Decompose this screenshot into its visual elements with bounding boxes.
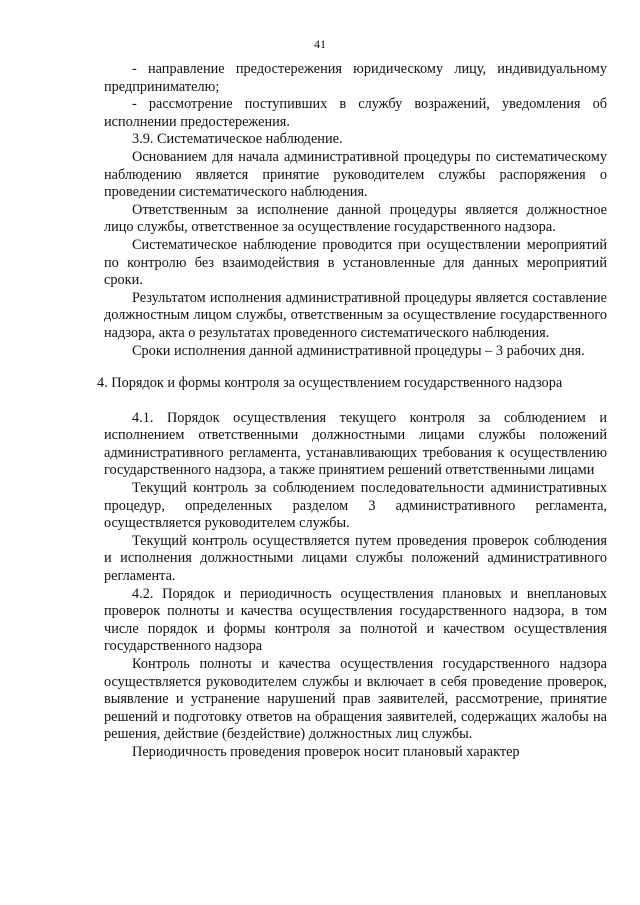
page-number: 41 [314,37,326,51]
section-4-1-title: 4.1. Порядок осуществления текущего контроля за соблюдением и исполнением ответственными должностными лицами службы положений административного регламента, устанавливающих требования к осуществлению государственного надзора, а также принятием решений ответственными лицами [104,409,607,479]
paragraph-deadline: Сроки исполнения данной административной процедуры – 3 рабочих дня. [132,342,585,359]
list-item-warning-direction: - направление предостережения юридическому лицу, индивидуальному предпринимателю; [104,61,607,95]
section-3-9-title: 3.9. Систематическое наблюдение. [132,131,343,148]
paragraph-grounds: Основанием для начала административной процедуры по систематическому наблюдению является принятие руководителем службы распоряжения о проведении систематического наблюдения. [104,148,607,201]
paragraph-control-method: Текущий контроль осуществляется путем проведения проверок соблюдения и исполнения должностными лицами службы положений административного регламента. [104,532,607,585]
section-4-heading: 4. Порядок и формы контроля за осуществлением государственного надзора [97,375,563,392]
section-4-2-title: 4.2. Порядок и периодичность осуществления плановых и внеплановых проверок полноты и качества осуществления государственного надзора, в том числе порядок и формы контроля за полнотой и качеством осуществления государственного надзора [104,585,607,655]
document-body [97,61,607,762]
paragraph-periodicity: Периодичность проведения проверок носит плановый характер [132,743,520,760]
paragraph-current-control: Текущий контроль за соблюдением последовательности административных процедур, определенных разделом 3 административного регламента, осуществляется руководителем службы. [104,480,607,532]
paragraph-responsible: Ответственным за исполнение данной процедуры является должностное лицо службы, ответственное за осуществление государственного надзора. [104,201,607,236]
paragraph-result: Результатом исполнения административной процедуры является составление должностным лицом службы, ответственным за осуществление государственного надзора, акта о результатах проведенного систематического наблюдения. [104,289,607,341]
list-item-objections-review: - рассмотрение поступивших в службу возражений, уведомления об исполнении предостережения. [104,96,607,130]
paragraph-quality-control: Контроль полноты и качества осуществления государственного надзора осуществляется руководителем службы и включает в себя проведение проверок, выявление и устранение нарушений прав заявителей, рассмотрение, принятие решений и подготовку ответов на обращения заявителей, содержащих жалобы на решения, действие (бездействие) должностных лиц службы. [104,656,607,743]
paragraph-observation: Систематическое наблюдение проводится при осуществлении мероприятий по контролю без взаимодействия в установленные для данных мероприятий сроки. [104,236,607,289]
